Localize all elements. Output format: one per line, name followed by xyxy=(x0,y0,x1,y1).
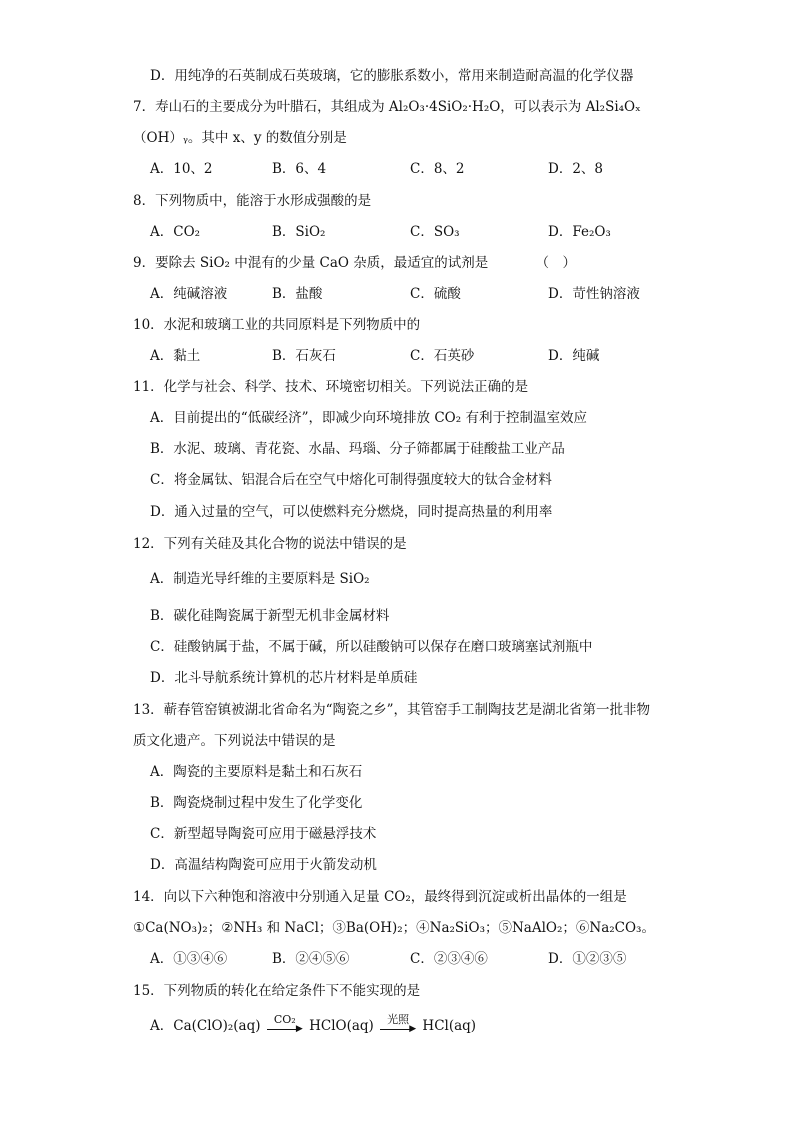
q12-option-c: C．硅酸钠属于盐，不属于碱，所以硅酸钠可以保存在磨口玻璃塞试剂瓶中 xyxy=(150,639,593,655)
q9-option-b: B．盐酸 xyxy=(272,286,323,302)
q7-option-d: D．2、8 xyxy=(548,161,604,177)
q13-option-d: D．高温结构陶瓷可应用于火箭发动机 xyxy=(150,857,377,873)
q8-option-a: A．CO₂ xyxy=(150,224,201,240)
q11-stem: 11．化学与社会、科学、技术、环境密切相关。下列说法正确的是 xyxy=(133,379,529,395)
q15-option-a xyxy=(150,1013,477,1035)
q10-stem: 10．水泥和玻璃工业的共同原料是下列物质中的 xyxy=(133,317,421,333)
q14-option-a: A．①③④⑥ xyxy=(150,951,228,967)
q12-option-d: D．北斗导航系统计算机的芯片材料是单质硅 xyxy=(150,670,418,686)
q11-option-c: C．将金属钛、铝混合后在空气中熔化可制得强度较大的钛合金材料 xyxy=(150,472,552,488)
q14-option-c: C．②③④⑥ xyxy=(410,951,488,967)
q13-option-a: A．陶瓷的主要原料是黏土和石灰石 xyxy=(150,764,363,780)
q14-option-d: D．①②③⑤ xyxy=(548,951,627,967)
q7-option-b: B．6、4 xyxy=(272,161,327,177)
q15a-product: HCl(aq) xyxy=(422,1018,477,1034)
q9-option-d: D．苛性钠溶液 xyxy=(548,286,640,302)
q13-stem: 13．蕲春管窑镇被湖北省命名为“陶瓷之乡”，其管窑手工制陶技艺是湖北省第一批非物 xyxy=(133,702,650,718)
q12-option-a: A．制造光导纤维的主要原料是 SiO₂ xyxy=(150,571,370,587)
q15a-intermediate: HClO(aq) xyxy=(309,1018,374,1034)
q14-stem: 14．向以下六种饱和溶液中分别通入足量 CO₂，最终得到沉淀或析出晶体的一组是 xyxy=(133,889,627,905)
q8-stem: 8．下列物质中，能溶于水形成强酸的是 xyxy=(133,193,372,209)
reaction-arrow-icon: CO₂ ▶ xyxy=(267,1017,303,1035)
q7-stem: 7．寿山石的主要成分为叶腊石，其组成为 Al₂O₃·4SiO₂·H₂O，可以表示为 Al₂Si₄Oₓ xyxy=(133,99,641,115)
q8-option-c: C．SO₃ xyxy=(410,224,460,240)
q11-option-a: A．目前提出的“低碳经济”，即减少向环境排放 CO₂ 有利于控制温室效应 xyxy=(150,410,587,426)
q13-stem-cont: 质文化遗产。下列说法中错误的是 xyxy=(133,733,336,749)
q10-option-a: A．黏土 xyxy=(150,348,201,364)
q7-stem-cont: （OH）ᵧ。其中 x、y 的数值分别是 xyxy=(133,130,347,146)
q7-option-c: C．8、2 xyxy=(410,161,465,177)
q12-option-b: B．碳化硅陶瓷属于新型无机非金属材料 xyxy=(150,608,390,624)
q9-option-a: A．纯碱溶液 xyxy=(150,286,228,302)
q9-stem: 9．要除去 SiO₂ 中混有的少量 CaO 杂质，最适宜的试剂是 （ ） xyxy=(133,255,576,271)
q13-option-b: B．陶瓷烧制过程中发生了化学变化 xyxy=(150,795,363,811)
q8-option-d: D．Fe₂O₃ xyxy=(548,224,611,240)
arrow2-condition: 光照 xyxy=(387,1013,410,1026)
arrow1-condition: CO₂ xyxy=(273,1013,296,1026)
q10-option-b: B．石灰石 xyxy=(272,348,336,364)
q12-stem: 12．下列有关硅及其化合物的说法中错误的是 xyxy=(133,536,407,552)
reaction-arrow-icon: 光照 ▶ xyxy=(380,1017,416,1035)
q6-option-d: D．用纯净的石英制成石英玻璃，它的膨胀系数小，常用来制造耐高温的化学仪器 xyxy=(150,68,634,84)
q10-option-c: C．石英砂 xyxy=(410,348,475,364)
q15a-reactant: A．Ca(ClO)₂(aq) xyxy=(150,1018,261,1034)
q8-option-b: B．SiO₂ xyxy=(272,224,326,240)
q11-option-d: D．通入过量的空气，可以使燃料充分燃烧，同时提高热量的利用率 xyxy=(150,504,553,520)
q14-option-b: B．②④⑤⑥ xyxy=(272,951,350,967)
q7-option-a: A．10、2 xyxy=(150,161,213,177)
q10-option-d: D．纯碱 xyxy=(548,348,600,364)
q11-option-b: B．水泥、玻璃、青花瓷、水晶、玛瑙、分子筛都属于硅酸盐工业产品 xyxy=(150,441,565,457)
q14-solutions: ①Ca(NO₃)₂；②NH₃ 和 NaCl；③Ba(OH)₂；④Na₂SiO₃；⑤NaAlO₂；⑥Na₂CO₃。 xyxy=(133,920,655,936)
q9-option-c: C．硫酸 xyxy=(410,286,461,302)
q15-stem: 15．下列物质的转化在给定条件下不能实现的是 xyxy=(133,983,421,999)
q13-option-c: C．新型超导陶瓷可应用于磁悬浮技术 xyxy=(150,826,377,842)
